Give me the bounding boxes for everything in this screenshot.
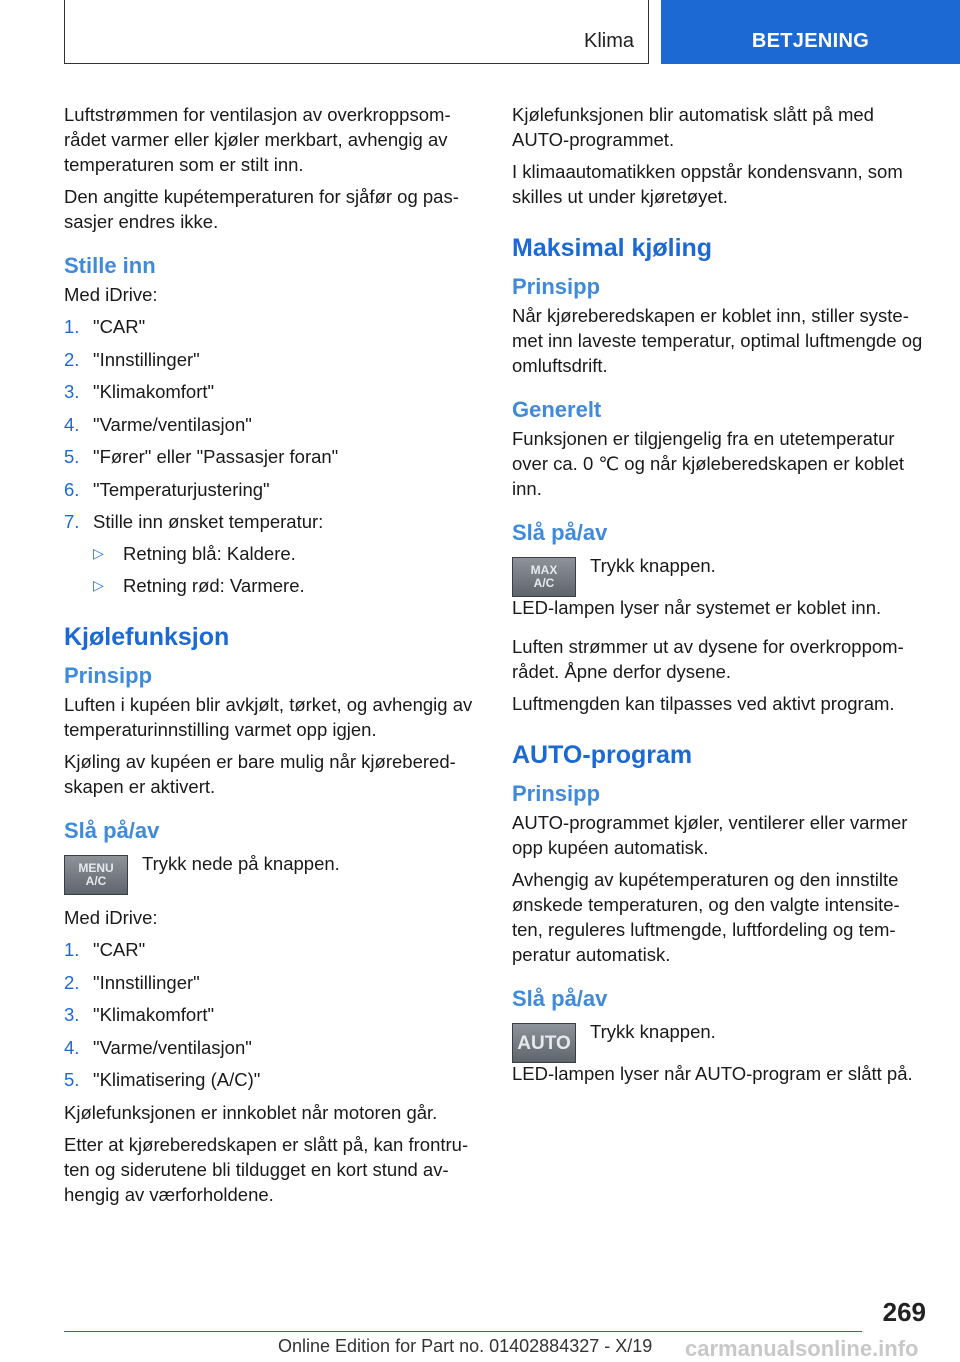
step-number: 2. [64, 348, 80, 370]
heading-generelt: Generelt [512, 397, 602, 422]
paragraph: Avhengig av kupétemperaturen og den innstilte ønskede temperaturen, og den valgte intensiteten, reguleres luftmengde, luftfordeling og temperatur automatisk. [512, 869, 900, 965]
list-item: 2. "Innstillinger" [64, 348, 200, 370]
button-instruction [512, 1019, 924, 1063]
paragraph: Trykk knappen. [590, 1021, 716, 1042]
left-column [64, 102, 476, 1214]
step-number: 1. [64, 939, 80, 960]
heading-auto-program: AUTO-program [512, 741, 693, 769]
triangle-bullet-icon: ▷ [93, 545, 104, 561]
step-number: 4. [64, 1036, 80, 1058]
list-item: 4. "Varme/ventilasjon" [64, 413, 252, 435]
step-number: 3. [64, 1004, 80, 1025]
header-section-title: Klima [583, 30, 634, 52]
list-item: 1. "CAR" [64, 939, 146, 960]
paragraph: I klimaautomatikken oppstår kondensvann, som skilles ut under kjøretøyet. [512, 161, 903, 207]
steps-list-stille [64, 314, 476, 598]
list-item: 2. "Innstillinger" [64, 971, 200, 993]
paragraph: Funksjonen er tilgjengelig fra en utetemperatur over ca. 0 ℃ og når kjøleberedskapen er koblet inn. [512, 428, 905, 499]
heading-sla-pa-av: Slå på/av [64, 818, 160, 843]
step-number: 4. [64, 413, 80, 435]
list-item: 5. "Fører" eller "Passasjer foran" [64, 446, 339, 467]
step-number: 2. [64, 971, 80, 993]
button-instruction [512, 553, 924, 597]
header-chapter-title: BETJENING [751, 30, 870, 52]
header-section-box [64, 0, 649, 64]
list-item: 1. "CAR" [64, 316, 146, 337]
step-number: 3. [64, 381, 80, 402]
heading-stille-inn: Stille inn [64, 253, 156, 278]
menu-ac-button-icon: MENU A/C [64, 855, 128, 895]
paragraph: Kjøling av kupéen er bare mulig når kjøreberedskapen er aktivert. [64, 751, 456, 797]
max-ac-button-icon: MAX A/C [512, 557, 576, 597]
button-instruction [64, 851, 476, 895]
step-number: 6. [64, 478, 80, 500]
sub-list-item: ▷ Retning blå: Kaldere. [93, 543, 296, 564]
list-item: 5. "Klimatisering (A/C)" [64, 1069, 261, 1090]
paragraph: Luftmengden kan tilpasses ved aktivt program. [512, 693, 895, 714]
list-item: 4. "Varme/ventilasjon" [64, 1036, 252, 1058]
page-number: 269 [882, 1297, 926, 1327]
paragraph: Trykk nede på knappen. [142, 853, 340, 874]
step-number: 5. [64, 446, 80, 467]
heading-sla-pa-av: Slå på/av [512, 986, 608, 1011]
heading-maksimal-kjoling: Maksimal kjøling [512, 234, 713, 262]
step-number: 5. [64, 1069, 80, 1090]
paragraph: Trykk knappen. [590, 555, 716, 576]
sub-list [93, 541, 476, 598]
sub-list-item: ▷ Retning rød: Varmere. [93, 575, 305, 596]
paragraph: Luften strømmer ut av dysene for overkroppområdet. Åpne derfor dysene. [512, 636, 904, 682]
heading-prinsipp: Prinsipp [512, 274, 601, 299]
list-item: 7. Stille inn ønsket temperatur: ▷ Retning blå: Kaldere. ▷ Retning rød: Varmere. [64, 509, 476, 598]
triangle-bullet-icon: ▷ [93, 577, 104, 593]
list-item: 6. "Temperaturjustering" [64, 478, 270, 500]
right-column [512, 102, 924, 1093]
step-number: 7. [64, 511, 80, 532]
heading-sla-pa-av: Slå på/av [512, 520, 608, 545]
paragraph: Etter at kjøreberedskapen er slått på, kan frontruten og siderutene bli tildugget en kort stund avhengig av værforholdene. [64, 1133, 469, 1205]
paragraph: LED-lampen lyser når AUTO-program er slått på. [512, 1063, 913, 1084]
heading-prinsipp: Prinsipp [64, 663, 153, 688]
heading-kjolefunksjon: Kjølefunksjon [64, 623, 230, 651]
footer-edition: Online Edition for Part no. 01402884327 - X/19 [278, 1336, 653, 1356]
heading-prinsipp: Prinsipp [512, 781, 601, 806]
paragraph: AUTO-programmet kjøler, ventilerer eller varmer opp kupéen automatisk. [512, 812, 908, 858]
paragraph: Kjølefunksjonen blir automatisk slått på med AUTO-programmet. [512, 104, 874, 150]
paragraph: Luftstrømmen for ventilasjon av overkroppsområdet varmer eller kjøler merkbart, avhengig av temperaturen som er stilt inn. [64, 104, 451, 175]
list-item: 3. "Klimakomfort" [64, 1004, 215, 1025]
header-chapter-tab [661, 0, 960, 64]
paragraph: Med iDrive: [64, 284, 158, 305]
step-number: 1. [64, 316, 80, 337]
paragraph: Når kjøreberedskapen er koblet inn, stiller systemet inn laveste temperatur, optimal luftmengde og omluftsdrift. [512, 305, 923, 376]
watermark: carmanualsonline.info [685, 1336, 919, 1361]
steps-list-sla [64, 937, 476, 1092]
auto-button-icon: AUTO [512, 1023, 576, 1063]
paragraph: Luften i kupéen blir avkjølt, tørket, og avhengig av temperaturinnstilling varmet opp igjen. [64, 694, 473, 740]
paragraph: Med iDrive: [64, 907, 158, 928]
list-item: 3. "Klimakomfort" [64, 381, 215, 402]
paragraph: Kjølefunksjonen er innkoblet når motoren går. [64, 1101, 438, 1123]
footer-divider [64, 1331, 862, 1332]
paragraph: LED-lampen lyser når systemet er koblet inn. [512, 597, 882, 618]
paragraph: Den angitte kupétemperaturen for sjåfør og passasjer endres ikke. [64, 186, 459, 232]
